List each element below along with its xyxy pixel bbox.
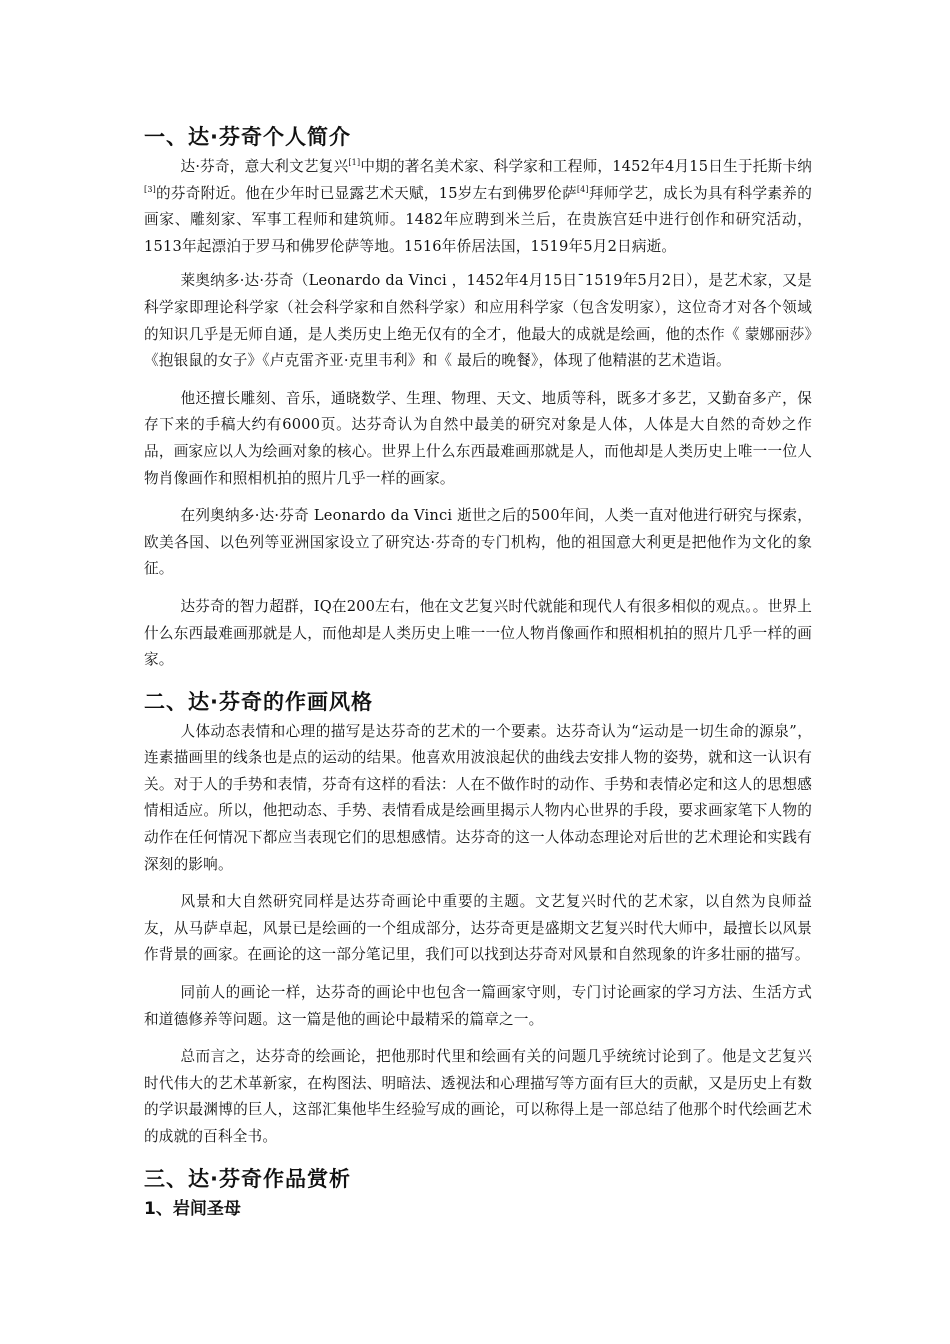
intro-paragraph-1-text: 拜师学艺，成长为具有科学素养的画家、雕刻家、军事工程师和建筑师。1482年应聘到米兰后，在贵族宫廷中进行创作和研究活动，1513年起漂泊于罗马和佛罗伦萨等地。1516年侨居法国，1519年5月2日病逝。 xyxy=(144,184,812,255)
document-page xyxy=(144,120,812,1222)
footnote-reference[interactable]: [1] xyxy=(348,158,361,167)
intro-paragraph-3: 他还擅长雕刻、音乐，通晓数学、生理、物理、天文、地质等科，既多才多艺，又勤奋多产，保存下来的手稿大约有6000页。达芬奇认为自然中最美的研究对象是人体，人体是大自然的奇妙之作品，画家应以人为绘画对象的核心。世界上什么东西最难画那就是人，而他却是人类历史上唯一一位人物肖像画作和照相机拍的照片几乎一样的画家。 xyxy=(144,389,812,487)
style-paragraph-1: 人体动态表情和心理的描写是达芬奇的艺术的一个要素。达芬奇认为“运动是一切生命的源泉”，连素描画里的线条也是点的运动的结果。他喜欢用波浪起伏的曲线去安排人物的姿势，就和这一认识有关。对于人的手势和表情，芬奇有这样的看法：人在不做作时的动作、手势和表情必定和这人的思想感情相适应。所以，他把动态、手势、表情看成是绘画里揭示人物内心世界的手段，要求画家笔下人物的动作在任何情况下都应当表现它们的思想感情。达芬奇的这一人体动态理论对后世的艺术理论和实践有深刻的影响。 xyxy=(144,722,812,873)
intro-paragraph-2: 莱奥纳多·达·芬奇（Leonardo da Vinci ，1452年4月15日¯1519年5月2日），是艺术家，又是科学家即理论科学家（社会科学家和自然科学家）和应用科学家（包含发明家），这位奇才对各个领域的知识几乎是无师自通，是人类历史上绝无仅有的全才，他最大的成就是绘画，他的杰作《 蒙娜丽莎》《抱银鼠的女子》《卢克雷齐亚·克里韦利》和《 最后的晚餐》，体现了他精湛的艺术造诣。 xyxy=(144,272,812,370)
intro-paragraph-1-text: 中期的著名美术家、科学家和工程师，1452年4月15日生于托斯卡纳 xyxy=(360,158,812,175)
intro-paragraph-1-text: 的芬奇附近。他在少年时已显露艺术天赋，15岁左右到佛罗伦萨 xyxy=(155,184,577,202)
footnote-reference[interactable]: [3] xyxy=(144,184,156,194)
intro-paragraph-4: 在列奥纳多·达·芬奇 Leonardo da Vinci 逝世之后的500年间，人类一直对他进行研究与探索，欧美各国、以色列等亚洲国家设立了研究达·芬奇的专门机构，他的祖国意大利更是把他作为文化的象征。 xyxy=(144,507,812,578)
section-heading-intro: 一、达·芬奇个人简介 xyxy=(144,125,351,149)
intro-paragraph-5: 达芬奇的智力超群，IQ在200左右，他在文艺复兴时代就能和现代人有很多相似的观点。。世界上什么东西最难画那就是人，而他却是人类历史上唯一一位人物肖像画作和照相机拍的照片几乎一样的画家。 xyxy=(144,597,812,669)
section-heading-works: 三、达·芬奇作品赏析 xyxy=(144,1166,351,1191)
style-paragraph-4: 总而言之，达芬奇的绘画论，把他那时代里和绘画有关的问题几乎统统讨论到了。他是文艺复兴时代伟大的艺术革新家，在构图法、明暗法、透视法和心理描写等方面有巨大的贡献，又是历史上有数的学识最渊博的巨人，这部汇集他毕生经验写成的画论，可以称得上是一部总结了他那个时代绘画艺术的成就的百科全书。 xyxy=(144,1048,812,1145)
intro-paragraph-1 xyxy=(144,154,812,260)
subheading-virgin-of-the-rocks: 1、岩间圣母 xyxy=(144,1198,241,1219)
footnote-reference[interactable]: [4] xyxy=(576,184,589,194)
style-paragraph-3: 同前人的画论一样，达芬奇的画论中也包含一篇画家守则，专门讨论画家的学习方法、生活方式和道德修养等问题。这一篇是他的画论中最精采的篇章之一。 xyxy=(144,984,812,1028)
style-paragraph-2: 风景和大自然研究同样是达芬奇画论中重要的主题。文艺复兴时代的艺术家，以自然为良师益友，从马萨卓起，风景已是绘画的一个组成部分，达芬奇更是盛期文艺复兴时代大师中，最擅长以风景作背景的画家。在画论的这一部分笔记里，我们可以找到达芬奇对风景和自然现象的许多壮丽的描写。 xyxy=(144,893,812,964)
intro-paragraph-1-text: 达·芬奇，意大利文艺复兴 xyxy=(180,158,349,175)
section-heading-style: 二、达·芬奇的作画风格 xyxy=(144,689,373,714)
